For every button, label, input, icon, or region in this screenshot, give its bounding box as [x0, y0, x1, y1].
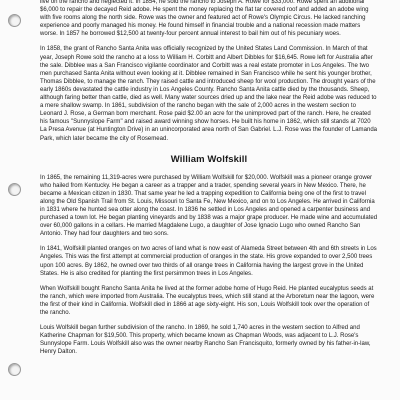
document-body — [40, 0, 378, 363]
paragraph-orange-groves: In 1841, Wolfskill planted oranges on two acres of land what is now east of Alameda Street between 4th and 6th streets in Los Angeles. This was the first attempt at commercial production of oranges in the state. His grove expanded to over 2,500 trees upon 100 acres. By 1862, he owned over two thirds of all orange trees in California having the largest grove in the United States. He is also credited for planting the first persimmon trees in Los Angeles. — [40, 246, 377, 277]
paragraph-wolfskill-purchase: In 1865, the remaining 11,319-acres were purchased by William Wolfskill for $20,000. Wolfskill was a pioneer orange grower who hailed from Kentucky. He began a career as a trapper and a trader, spending several years in New Mexico. There, he became a Mexican citizen in 1830. That same year he led a trapping expedition to California being one of the first to travel along the Old Spanish Trail from St. Louis, Missouri to Santa Fe, New Mexico, and on to Los Angeles. He arrived in California in 1831 where he hunted sea otter along the coast. In 1836 he settled in Los Angeles and opened a carpenter business and purchased a town lot. He began planting vineyards and by 1838 was a major grape producer. He made wine and accumulated over 60,000 gallons in a cellars. He married Magdalene Lugo, a daughter of Jose Ignacio Lugo who owned Rancho San Antonio. They had four daughters and two sons. — [40, 174, 378, 238]
paragraph-corbitt-dibblee: In 1858, the grant of Rancho Santa Anita was officially recognized by the United States Land Commission. In March of that year, Joseph Rowe sold the rancho at a loss to William H. Corbitt and Albert Dibbles for $16,645. Rowe left for Australia after the sale. Dibblee was a San Francisco vigilante coordinator and Corbitt was a real estate promoter in Los Angeles. The two men purchased Santa Anita without even looking at it. Dibblee remained in San Francisco while he sent his younger brother, Thomas Dibblee, to manage the ranch. They raised cattle and introduced sheep for wool production. The drought years of the early 1860s devastated the cattle industry in Los Angeles County. Rancho Santa Anita cattle died by the thousands. Sheep, although faring better than cattle, died as well. Many water sources dried up and the lake near the Reid adobe was reduced to a mere shallow swamp. In 1861, subdivision of the rancho began with the sale of 2,000 acres in the western section to Leonard J. Rose, a German born merchant. Rose paid $2.00 an acre for the unimproved part of the ranch. Here, he created his famous "Sunnyslope Farm" and raised award winning show horses. He built his home in 1862, which still stands at 7020 La Presa Avenue (at Huntington Drive) in an unincorporated area north of San Gabriel. L.J. Rose was the founder of Lamanda Park, which later became the city of Rosemead. — [40, 46, 378, 142]
paragraph-eucalyptus: When Wolfskill bought Rancho Santa Anita he lived at the former adobe home of Hugo Reid. He planted eucalyptus seeds at the ranch, which were imported from Australia. The eucalyptus trees, which still stand at the Arboretum near the lagoon, were the first of their kind in California. Wolfskill died in 1866 at age sixty-eight. His son, Louis Wolfskill took over the operation of the rancho. — [40, 285, 375, 316]
paragraph-louis-wolfskill: Louis Wolfskill began further subdivision of the rancho. In 1869, he sold 1,740 acres in the western section to Alfred and Katherine Chapman for $19,500. This property, which became known as Chapman Woods, was adjacent to L.J. Rose's Sunnyslope Farm. Louis Wolfskill also was the owner nearby Rancho San Francisquito, formerly owned by his father-in-law, Henry Dalton. — [40, 325, 371, 356]
punch-hole-icon — [8, 363, 21, 376]
paragraph-rowe-purchase: live on the rancho and neglected it. In 1854, he sold the rancho to Joseph A. Rowe for $33,000. Rowe spent an additional $6,000 to repair the decayed Reid adobe. He spent the money replacing the flat tar covered roof and added an adobe wing with five rooms along the north side. Rowe was the owner and featured act of Rowe's Olympic Circus. He lacked ranching experience and poorly managed his money. He found himself in financial trouble and a national recession made matters worse. In 1857 he borrowed $12,500 at twenty-four percent annual interest to bail him out of his pecuniary woes. — [40, 0, 369, 38]
punch-hole-icon — [8, 183, 21, 196]
punch-hole-icon — [8, 14, 21, 27]
section-heading: William Wolfskill — [170, 153, 248, 165]
